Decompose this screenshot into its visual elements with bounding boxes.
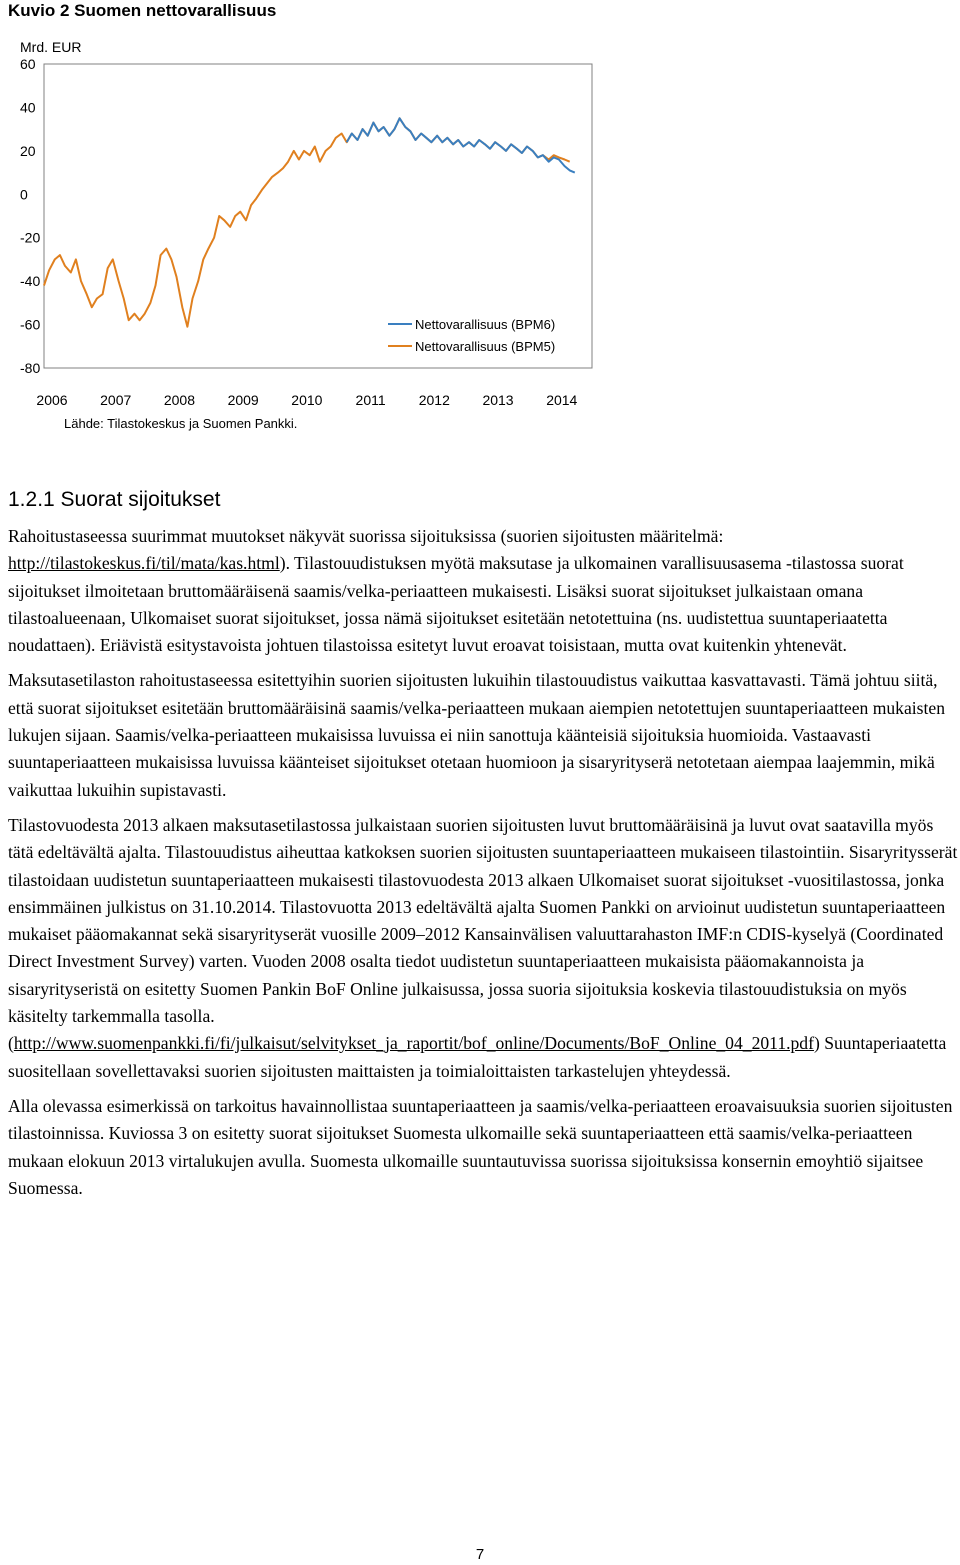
x-tick-label: 2009: [227, 392, 259, 408]
x-tick-label: 2012: [418, 392, 450, 408]
chart-svg: [8, 30, 598, 440]
series-line-bpm5: [44, 118, 570, 326]
body-text: [8, 523, 958, 1210]
figure-title: Kuvio 2 Suomen nettovarallisuus: [8, 1, 277, 20]
paragraph-1-text-b: ). Tilastouudistuksen myötä maksutase ja ulkomainen varallisuusasema -tilastossa suorat sijoitukset ilmoitetaan bruttomääräisenä saamis/velka-periaatteen mukaisesti. Lisäksi suorat sijoitukset julkaistaan omana tilastoalueenaan, Ulkomaiset suorat sijoitukset, jossa nämä sijoitukset esitetään netotettuina (ns. uudistettua suuntaperiaatetta noudattaen). Eriävistä esitystavoista johtuen tilastoissa esitetyt luvut eroavat toisistaan, mutta ovat kuitenkin yhtenevät.: [8, 553, 904, 656]
x-tick-labels: [36, 392, 577, 408]
paragraph-1: [8, 523, 958, 659]
legend: [388, 317, 555, 354]
paragraph-1-text-a: Rahoitustaseessa suurimmat muutokset näkyvät suorissa sijoituksissa (suorien sijoitusten määritelmä:: [8, 526, 724, 546]
paragraph-3-text-a: Tilastovuodesta 2013 alkaen maksutasetilastossa julkaistaan suorien sijoitusten luvut bruttomääräisinä ja luvut ovat saatavilla myös tätä edeltävältä ajalta. Tilastouudistus aiheuttaa katkoksen suorien sijoitusten suuntaperiaatteen mukaiseen tilastointiin. Sisaryritysserät tilastoidaan uudistetun suuntaperiaatteen mukaisesti tilastovuodesta 2013 alkaen Ulkomaiset suorat sijoitukset -vuositilastossa, jonka ensimmäinen julkistus on 31.10.2014. Tilastovuotta 2013 edeltävältä ajalta Suomen Pankki on arvioinut uudistetun suuntaperiaatteen mukaiset pääomakannat sekä sisaryrityserät vuosille 2009–2012 Kansainvälisen valuuttarahaston IMF:n CDIS-kyselyä (Coordinated Direct Investment Survey) varten. Vuoden 2008 osalta tiedot uudistetun suuntaperiaatteen mukaisista pääomakannoista ja sisaryrityseristä on esitetty Suomen Pankin BoF Online julkaisussa, jossa suoria sijoituksia koskevia tilastouudistuksia on myös käsitelty tarkemmalla tasolla. (: [8, 814, 958, 1054]
bof-online-link[interactable]: http://www.suomenpankki.fi/fi/julkaisut/selvitykset_ja_raportit/bof_online/Documents/BoF_Online_04_2011.pdf: [13, 1033, 814, 1054]
x-tick-label: 2008: [163, 392, 196, 408]
y-tick-label: 60: [20, 56, 36, 72]
y-tick-label: 20: [20, 142, 36, 159]
paragraph-3: [8, 812, 958, 1085]
net-assets-chart: [8, 30, 598, 440]
y-tick-labels: [20, 56, 40, 376]
paragraph-4: Alla olevassa esimerkissä on tarkoitus havainnollistaa suuntaperiaatteen ja saamis/velka-periaatteen eroavaisuuksia suorien sijoitusten tilastoinnissa. Kuviossa 3 on esitetty suorat sijoitukset Suomesta ulkomaille sekä suuntaperiaatteen että saamis/velka-periaatteen mukaan elokuun 2013 virtalukujen avulla. Suomesta ulkomaille suuntautuvissa suorissa sijoituksissa konsernin emoyhtiö sijaitsee Suomessa.: [8, 1095, 953, 1198]
legend-label-bpm5: Nettovarallisuus (BPM5): [415, 339, 556, 354]
y-tick-label: -60: [20, 316, 41, 333]
y-axis-unit-label: Mrd. EUR: [20, 39, 82, 55]
series-lines: [44, 118, 575, 326]
x-tick-label: 2006: [36, 392, 68, 408]
y-tick-label: 40: [20, 99, 36, 116]
page-number: 7: [475, 1546, 485, 1563]
legend-label-bpm6: Nettovarallisuus (BPM6): [415, 317, 556, 332]
definition-link[interactable]: http://tilastokeskus.fi/til/mata/kas.html: [8, 553, 280, 574]
x-tick-label: 2013: [482, 392, 514, 408]
paragraph-3-text-b: ) Suuntaperiaatetta suositellaan sovellettavaksi suorien sijoitusten maittaisten ja toimialoittaisten tarkastelujen yhteydessä.: [8, 1033, 947, 1081]
chart-source-note: Lähde: Tilastokeskus ja Suomen Pankki.: [64, 416, 298, 431]
y-tick-label: 0: [20, 186, 28, 203]
x-tick-label: 2010: [291, 392, 323, 408]
paragraph-2: Maksutasetilaston rahoitustaseessa esitettyihin suorien sijoitusten lukuihin tilastouudistus vaikuttaa kasvattavasti. Tämä johtuu siitä, että suorat sijoitukset esitetään bruttomääräisinä saamis/velka-periaatteen mukaan aiempien netotettujen suuntaperiaatteen mukaisten lukujen sijaan. Saamis/velka-periaatteen mukaisissa luvuissa ei niin sanottuja käänteisiä sijoituksia huomioida. Vastaavasti suuntaperiaatteen mukaisissa luvuissa käänteiset sijoitukset otetaan huomioon ja sisaryrityserä netotetaan aiempaa laajemmin, mikä vaikuttaa lukuihin supistavasti.: [8, 670, 946, 800]
x-tick-label: 2014: [546, 392, 578, 408]
y-tick-label: -20: [20, 229, 41, 246]
x-tick-label: 2007: [100, 392, 132, 408]
series-line-bpm6: [347, 118, 575, 172]
y-tick-label: -40: [20, 273, 41, 290]
y-tick-label: -80: [20, 360, 41, 376]
x-tick-label: 2011: [355, 392, 386, 408]
section-heading: 1.2.1 Suorat sijoitukset: [8, 488, 221, 511]
